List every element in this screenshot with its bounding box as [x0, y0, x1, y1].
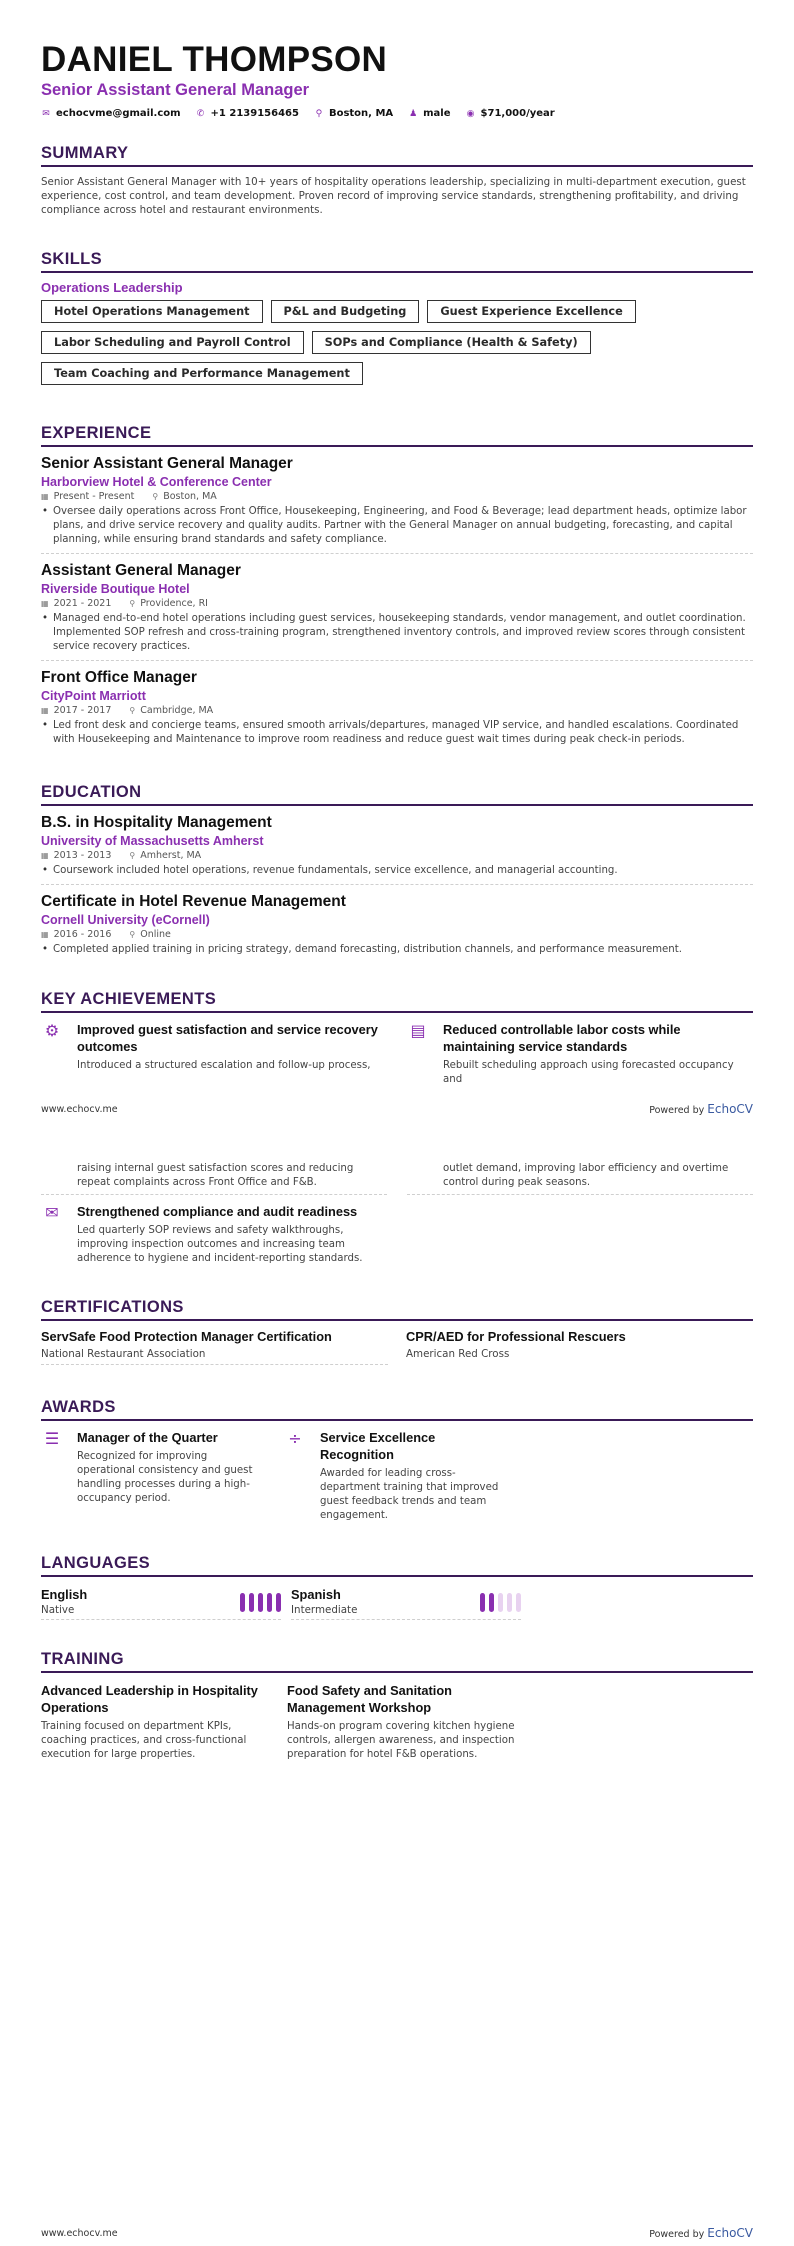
money-icon: ◉ — [466, 108, 475, 119]
education-section — [41, 783, 753, 963]
contact-location: ⚲ Boston, MA — [315, 108, 394, 119]
summary-heading: SUMMARY — [41, 144, 753, 167]
certification-issuer: National Restaurant Association — [41, 1348, 206, 1360]
experience-item — [41, 455, 753, 554]
job-description: • Oversee daily operations across Front Office, Housekeeping, Engineering, and Food & Beverage; lead department heads, optimize labor plans, and drive service recovery and quality audits. Partner with the General Manager on annual budgeting, forecasting, and capital planning, while ensuring brand standards and safety compliance. — [41, 505, 753, 547]
calendar-icon: ▦ — [41, 851, 49, 860]
job-dates: 2017 - 2017 — [53, 705, 112, 716]
education-heading: EDUCATION — [41, 783, 753, 806]
training-item — [287, 1682, 515, 1762]
achievement-description: Rebuilt scheduling approach using forecasted occupancy and — [443, 1060, 734, 1085]
footer-brand[interactable]: EchoCV — [707, 2226, 753, 2240]
award-description: Recognized for improving operational consistency and guest handling processes during a high-occupancy period. — [77, 1451, 253, 1504]
rating-bar — [240, 1593, 245, 1612]
experience-item — [41, 562, 753, 661]
language-level: Intermediate — [291, 1604, 358, 1616]
training-description: Training focused on department KPIs, coaching practices, and cross-functional execution for large properties. — [41, 1721, 247, 1760]
award-title: Manager of the Quarter — [77, 1430, 218, 1445]
school: Cornell University (eCornell) — [41, 913, 210, 927]
skills-section — [41, 250, 753, 385]
experience-heading: EXPERIENCE — [41, 424, 753, 447]
achievements-section — [41, 990, 753, 1087]
job-location: Boston, MA — [163, 491, 217, 502]
envelope-icon: ✉ — [45, 1203, 59, 1222]
skill-group-title: Operations Leadership — [41, 280, 183, 295]
skill-chip: SOPs and Compliance (Health & Safety) — [312, 331, 591, 354]
training-description: Hands-on program covering kitchen hygiene controls, allergen awareness, and inspection preparation for hotel F&B operations. — [287, 1721, 515, 1760]
footer-powered-by: Powered by EchoCV — [649, 1102, 753, 1116]
achievement-title: Strengthened compliance and audit readiness — [77, 1204, 358, 1219]
training-title: Advanced Leadership in Hospitality Operations — [41, 1683, 258, 1715]
certification-item — [406, 1329, 753, 1365]
contact-email[interactable]: ✉ echocvme@gmail.com — [42, 108, 181, 119]
phone-icon: ✆ — [196, 108, 205, 119]
skill-chip: Team Coaching and Performance Management — [41, 362, 363, 385]
person-icon: ♟ — [409, 108, 418, 119]
edu-dates: 2013 - 2013 — [53, 850, 112, 861]
rating-bar — [267, 1593, 272, 1612]
edu-location: Amherst, MA — [140, 850, 202, 861]
contact-phone[interactable]: ✆ +1 2139156465 — [196, 108, 299, 119]
edu-description: • Completed applied training in pricing strategy, demand forecasting, distribution channels, and performance measurement. — [41, 943, 753, 957]
divide-icon: ÷ — [288, 1429, 302, 1448]
certifications-section — [41, 1298, 753, 1365]
skill-chip: P&L and Budgeting — [271, 300, 420, 323]
achievement-title: Reduced controllable labor costs while maintaining service standards — [443, 1022, 681, 1054]
job-meta — [41, 705, 753, 716]
language-level: Native — [41, 1604, 75, 1616]
certifications-heading: CERTIFICATIONS — [41, 1298, 753, 1321]
job-description: • Managed end-to-end hotel operations including guest services, housekeeping standards, vendor management, and outlet coordination. Implemented SOP refresh and cross-training program, strengthened inventory controls, and improved review scores through consistent service recovery practices. — [41, 612, 753, 654]
training-heading: TRAINING — [41, 1650, 753, 1673]
rating-bar — [480, 1593, 485, 1612]
training-item — [41, 1682, 269, 1762]
certification-item — [41, 1329, 388, 1365]
language-name: English — [41, 1587, 88, 1602]
edu-description: • Coursework included hotel operations, revenue fundamentals, service excellence, and managerial accounting. — [41, 864, 753, 878]
rating-bar — [276, 1593, 281, 1612]
experience-item — [41, 669, 753, 753]
school: University of Massachusetts Amherst — [41, 834, 264, 848]
training-title: Food Safety and Sanitation Management Workshop — [287, 1683, 452, 1715]
calendar-icon: ▦ — [41, 599, 49, 608]
achievement-item — [407, 1021, 753, 1087]
contact-gender: ♟ male — [409, 108, 451, 119]
achievements-heading: KEY ACHIEVEMENTS — [41, 990, 753, 1013]
summary-text: Senior Assistant General Manager with 10+ years of hospitality operations leadership, specializing in multi-department execution, guest experience, cost control, and team development. Proven record of improving service standards, strengthening profitability, and driving compliance across hotel and restaurant environments. — [41, 176, 746, 216]
skill-chips — [41, 300, 681, 385]
job-company: Harborview Hotel & Conference Center — [41, 475, 272, 489]
skills-heading: SKILLS — [41, 250, 753, 273]
rating-bar — [498, 1593, 503, 1612]
achievement-description: Introduced a structured escalation and follow-up process, — [77, 1060, 371, 1071]
location-icon: ⚲ — [129, 706, 136, 715]
job-role: Front Office Manager — [41, 669, 197, 686]
rating-bar — [249, 1593, 254, 1612]
achievement-description: raising internal guest satisfaction scores and reducing repeat complaints across Front Office and F&B. — [77, 1163, 354, 1188]
location-icon: ⚲ — [152, 492, 159, 501]
language-item — [291, 1587, 521, 1620]
rating-bar — [507, 1593, 512, 1612]
achievement-title: Improved guest satisfaction and service recovery outcomes — [77, 1022, 378, 1054]
footer-site-link[interactable]: www.echocv.me — [41, 2228, 118, 2239]
location-icon: ⚲ — [315, 108, 323, 119]
award-item — [41, 1429, 266, 1523]
training-section — [41, 1650, 753, 1762]
job-company: Riverside Boutique Hotel — [41, 582, 190, 596]
award-description: Awarded for leading cross-department training that improved guest feedback trends and team engagement. — [320, 1468, 499, 1521]
edu-location: Online — [140, 929, 171, 940]
resume-page-2 — [0, 1136, 794, 2246]
edu-dates: 2016 - 2016 — [53, 929, 112, 940]
job-company: CityPoint Marriott — [41, 689, 146, 703]
contact-row — [41, 108, 753, 119]
candidate-name: DANIEL THOMPSON — [41, 40, 388, 79]
language-rating — [240, 1587, 281, 1616]
job-location: Providence, RI — [140, 598, 208, 609]
degree: B.S. in Hospitality Management — [41, 814, 272, 831]
resume-header — [41, 40, 753, 119]
award-item — [284, 1429, 499, 1523]
candidate-title: Senior Assistant General Manager — [41, 81, 310, 99]
email-icon: ✉ — [42, 108, 50, 119]
certification-title: ServSafe Food Protection Manager Certification — [41, 1329, 332, 1344]
certification-title: CPR/AED for Professional Rescuers — [406, 1329, 626, 1344]
gear-icon: ⚙ — [44, 1021, 60, 1040]
awards-heading: AWARDS — [41, 1398, 753, 1421]
experience-section — [41, 424, 753, 753]
education-item — [41, 893, 753, 963]
languages-heading: LANGUAGES — [41, 1554, 753, 1577]
languages-section — [41, 1554, 753, 1620]
document-icon: ▤ — [410, 1021, 426, 1040]
rating-bar — [489, 1593, 494, 1612]
job-dates: Present - Present — [53, 491, 135, 502]
location-icon: ⚲ — [129, 599, 136, 608]
calendar-icon: ▦ — [41, 492, 49, 501]
rating-bar — [516, 1593, 521, 1612]
achievements-continued — [41, 1162, 753, 1266]
skill-chip: Guest Experience Excellence — [427, 300, 635, 323]
footer-powered-by: Powered by EchoCV — [649, 2226, 753, 2240]
calendar-icon: ▦ — [41, 930, 49, 939]
contact-salary: ◉ $71,000/year — [466, 108, 555, 119]
footer-brand[interactable]: EchoCV — [707, 1102, 753, 1116]
location-icon: ⚲ — [129, 851, 136, 860]
rating-bar — [258, 1593, 263, 1612]
location-icon: ⚲ — [129, 930, 136, 939]
education-item — [41, 814, 753, 885]
cake-icon: ☰ — [44, 1429, 60, 1448]
job-dates: 2021 - 2021 — [53, 598, 112, 609]
achievement-item — [41, 1203, 387, 1266]
summary-section — [41, 144, 753, 217]
certification-issuer: American Red Cross — [406, 1348, 510, 1360]
calendar-icon: ▦ — [41, 706, 49, 715]
award-title: Service Excellence Recognition — [320, 1430, 436, 1462]
achievement-description: Led quarterly SOP reviews and safety walkthroughs, improving inspection outcomes and increasing team adherence to hygiene and incident-reporting standards. — [77, 1225, 363, 1264]
job-description: • Led front desk and concierge teams, ensured smooth arrivals/departures, managed VIP service, and handled escalations. Coordinated with Housekeeping and Maintenance to improve room readiness and reduce guest wait times during peak check-in periods. — [41, 719, 753, 747]
achievement-item — [41, 1021, 387, 1087]
achievement-description: outlet demand, improving labor efficiency and overtime control during peak seasons. — [443, 1163, 729, 1188]
degree: Certificate in Hotel Revenue Management — [41, 893, 346, 910]
language-rating — [480, 1587, 521, 1616]
language-name: Spanish — [291, 1587, 341, 1602]
skill-chip: Labor Scheduling and Payroll Control — [41, 331, 304, 354]
job-meta — [41, 491, 753, 502]
job-role: Senior Assistant General Manager — [41, 455, 293, 472]
job-meta — [41, 598, 753, 609]
skill-chip: Hotel Operations Management — [41, 300, 263, 323]
language-item — [41, 1587, 281, 1620]
job-location: Cambridge, MA — [140, 705, 214, 716]
awards-section — [41, 1398, 753, 1523]
footer-site-link[interactable]: www.echocv.me — [41, 1104, 118, 1115]
job-role: Assistant General Manager — [41, 562, 241, 579]
